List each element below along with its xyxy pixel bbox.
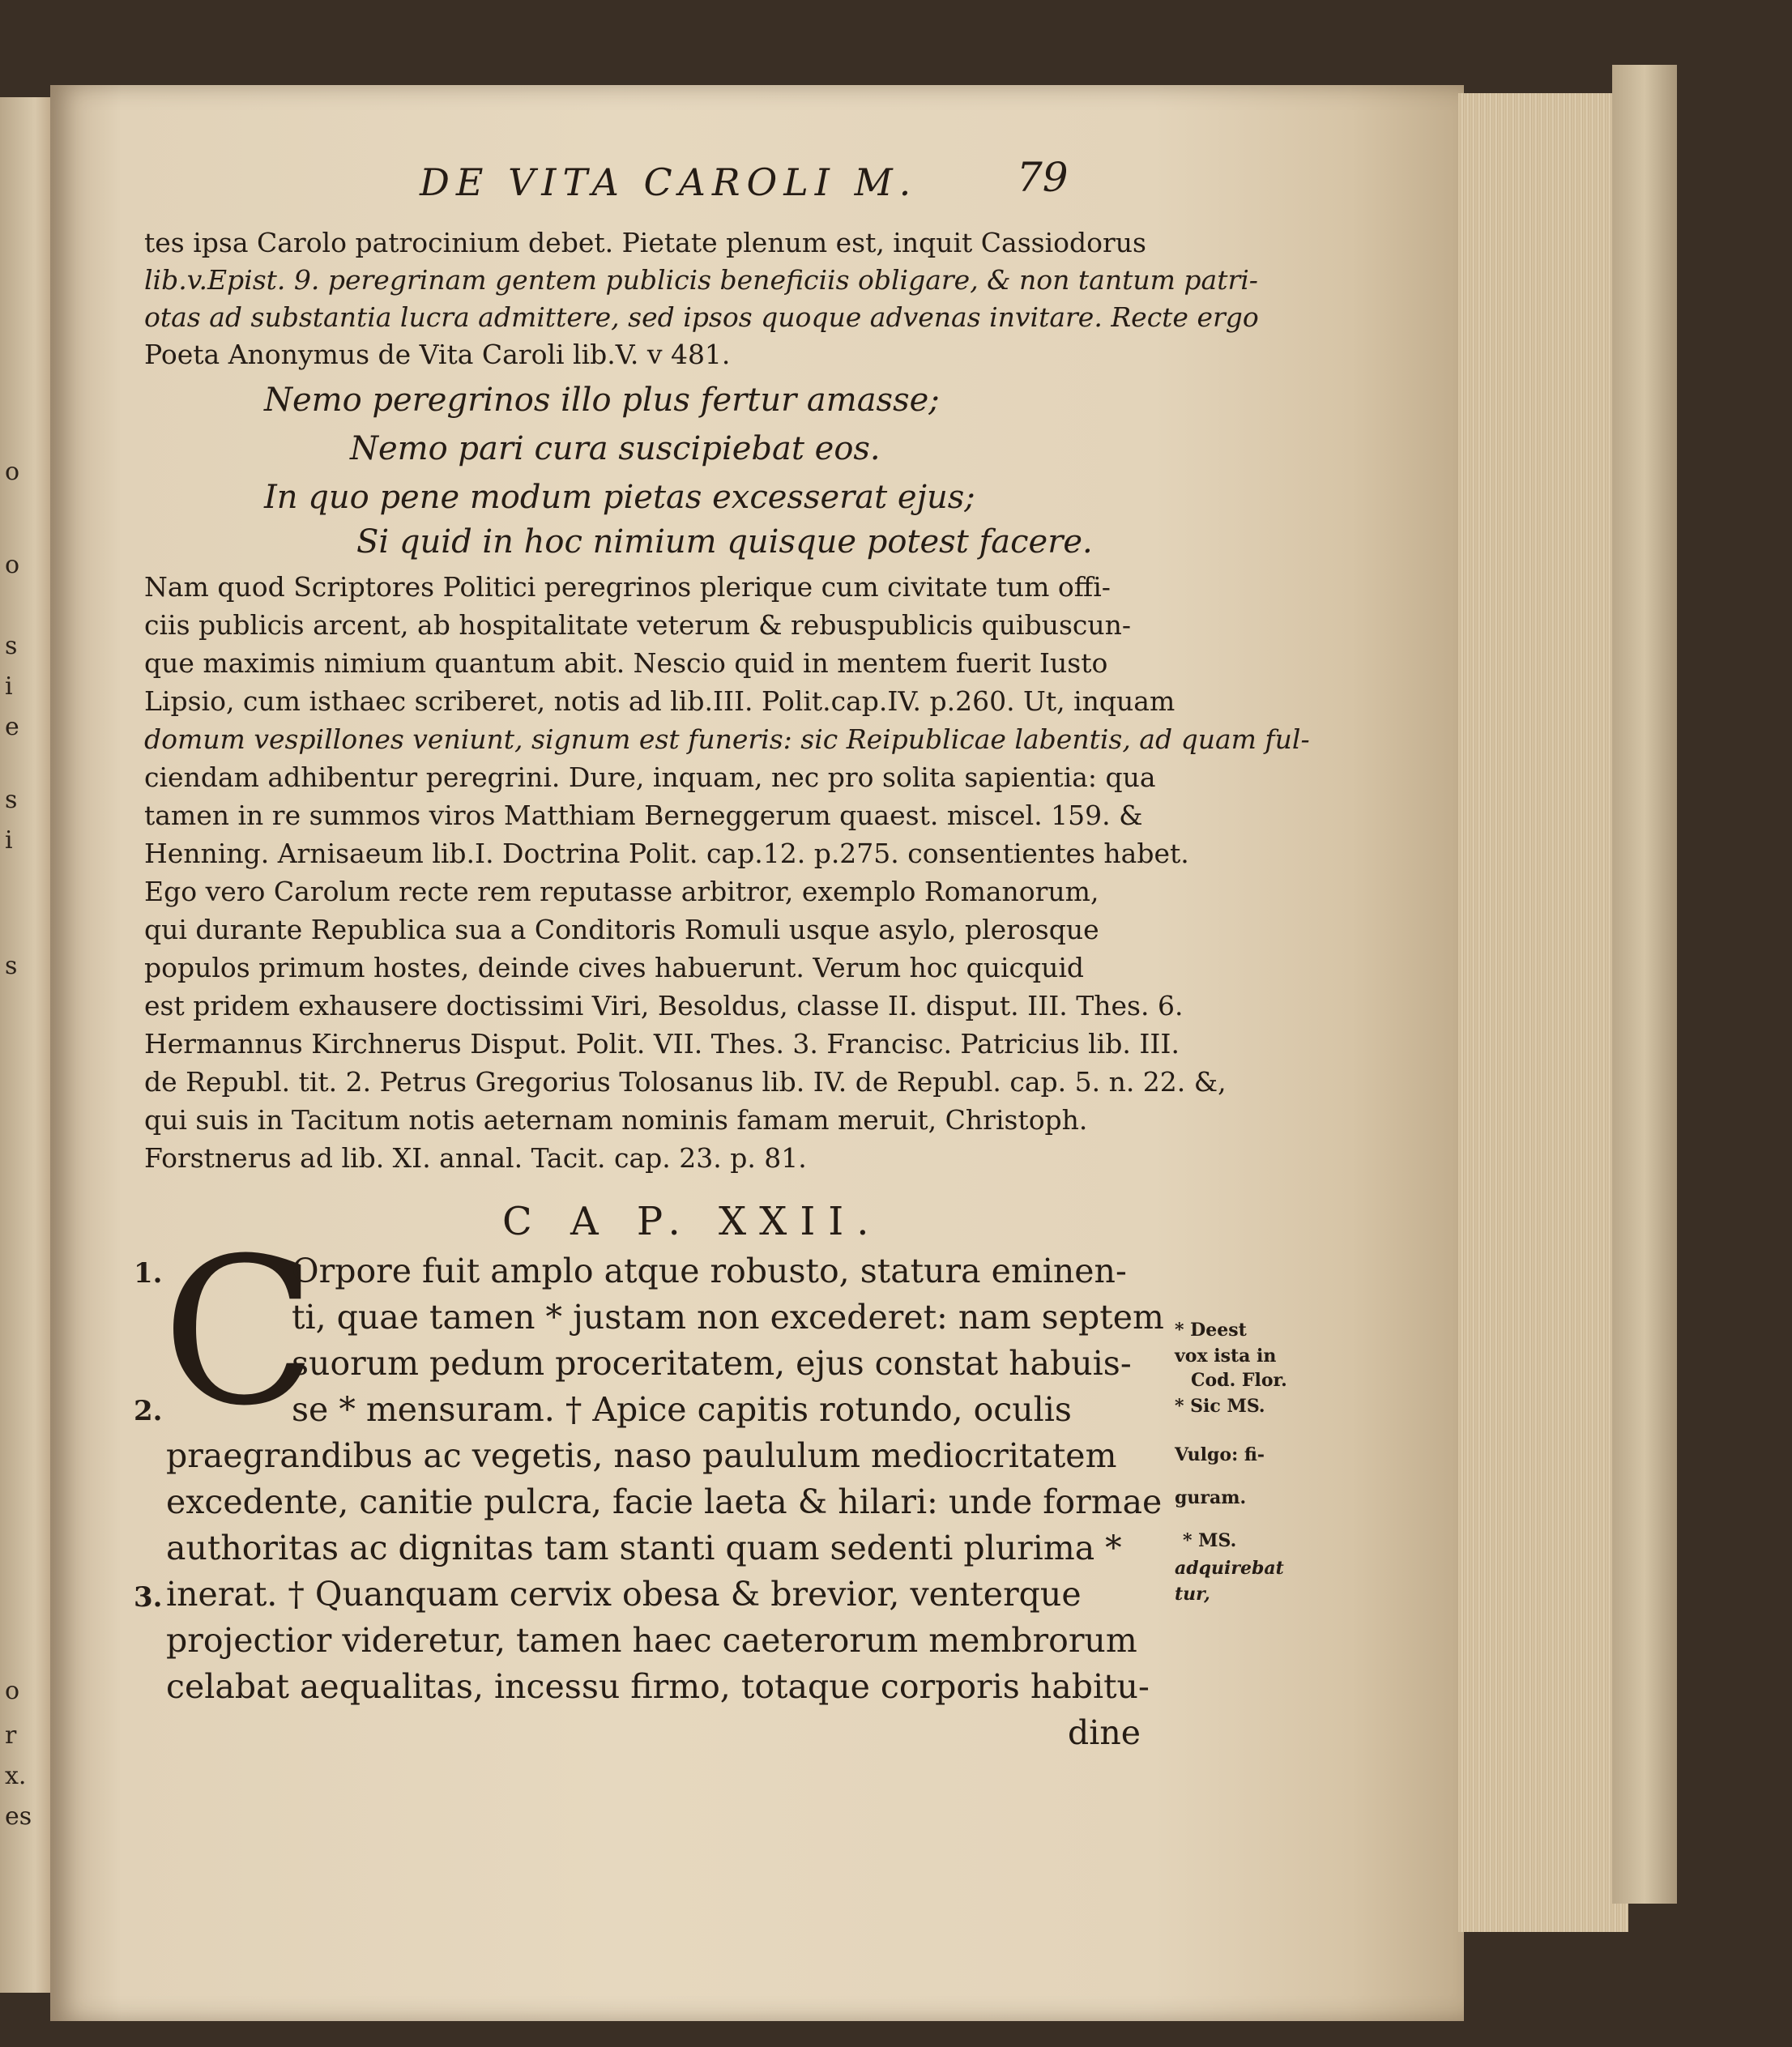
facing-page-fragment: i xyxy=(5,826,13,855)
folio-number: 79 xyxy=(1017,154,1069,201)
facing-page-fragment: es xyxy=(5,1802,32,1831)
facing-page-fragment: s xyxy=(5,952,18,980)
facing-page-fragment: e xyxy=(5,713,19,741)
chapter-line: Orpore fuit amplo atque robusto, statura eminen- xyxy=(292,1252,1127,1290)
body-line: Poeta Anonymus de Vita Caroli lib.V. v 481. xyxy=(144,339,731,370)
facing-page-fragment: o xyxy=(5,551,20,579)
margin-note: vox ista in xyxy=(1175,1345,1277,1367)
chapter-line: ti, quae tamen * justam non excederet: nam septem xyxy=(292,1298,1164,1337)
margin-note: Cod. Flor. xyxy=(1191,1370,1287,1391)
body-line: lib.v.Epist. 9. peregrinam gentem publicis beneficiis obligare, & non tantum patri- xyxy=(144,264,1258,296)
prose-line: de Republ. tit. 2. Petrus Gregorius Tolosanus lib. IV. de Republ. cap. 5. n. 22. &, xyxy=(144,1066,1227,1098)
margin-note: Vulgo: fi- xyxy=(1175,1444,1265,1465)
chapter-line: se * mensuram. † Apice capitis rotundo, oculis xyxy=(292,1390,1072,1429)
chapter-line: authoritas ac dignitas tam stanti quam sedenti plurima * xyxy=(166,1529,1122,1567)
facing-page-edge xyxy=(0,97,50,1993)
body-line: tes ipsa Carolo patrocinium debet. Pietate plenum est, inquit Cassiodorus xyxy=(144,227,1146,258)
catchword: dine xyxy=(1068,1713,1141,1752)
facing-page-fragment: s xyxy=(5,786,18,814)
prose-line: domum vespillones veniunt, signum est funeris: sic Reipublicae labentis, ad quam ful- xyxy=(144,723,1310,755)
prose-line: Nam quod Scriptores Politici peregrinos plerique cum civitate tum offi- xyxy=(144,571,1111,603)
margin-note: * Sic MS. xyxy=(1175,1396,1265,1417)
facing-page-fragment: r xyxy=(5,1721,17,1750)
chapter-line: praegrandibus ac vegetis, naso paululum mediocritatem xyxy=(166,1436,1117,1475)
prose-line: que maximis nimium quantum abit. Nescio quid in mentem fuerit Iusto xyxy=(144,647,1108,679)
verse-line: Nemo peregrinos illo plus fertur amasse; xyxy=(264,382,940,419)
chapter-line: excedente, canitie pulcra, facie laeta & hilari: unde formae xyxy=(166,1482,1163,1521)
book-cover-board xyxy=(1612,65,1677,1904)
margin-note: * Deest xyxy=(1175,1320,1247,1341)
line-number: 3. xyxy=(134,1581,163,1614)
prose-line: Forstnerus ad lib. XI. annal. Tacit. cap. 23. p. 81. xyxy=(144,1142,807,1174)
drop-cap: C xyxy=(162,1214,318,1450)
running-head: DE VITA CAROLI M. xyxy=(420,160,918,204)
chapter-line: inerat. † Quanquam cervix obesa & brevior, venterque xyxy=(166,1575,1082,1614)
prose-line: qui durante Republica sua a Conditoris Romuli usque asylo, plerosque xyxy=(144,914,1099,945)
facing-page-fragment: o xyxy=(5,458,20,486)
chapter-heading: C A P. XXII. xyxy=(502,1199,882,1244)
prose-line: Hermannus Kirchnerus Disput. Polit. VII. Thes. 3. Francisc. Patricius lib. III. xyxy=(144,1028,1180,1060)
chapter-line: suorum pedum proceritatem, ejus constat habuis- xyxy=(292,1344,1132,1383)
verse-line: Nemo pari cura suscipiebat eos. xyxy=(350,430,881,467)
margin-note: tur, xyxy=(1175,1584,1210,1605)
margin-note: * MS. xyxy=(1183,1530,1237,1551)
facing-page-fragment: s xyxy=(5,632,18,660)
prose-line: est pridem exhausere doctissimi Viri, Besoldus, classe II. disput. III. Thes. 6. xyxy=(144,990,1184,1021)
facing-page-fragment: x. xyxy=(5,1762,27,1790)
facing-page-fragment: o xyxy=(5,1677,20,1705)
prose-line: tamen in re summos viros Matthiam Berneggerum quaest. miscel. 159. & xyxy=(144,800,1143,831)
prose-line: ciendam adhibentur peregrini. Dure, inquam, nec pro solita sapientia: qua xyxy=(144,761,1156,793)
chapter-line: celabat aequalitas, incessu firmo, totaque corporis habitu- xyxy=(166,1667,1150,1706)
prose-line: qui suis in Tacitum notis aeternam nominis famam meruit, Christoph. xyxy=(144,1104,1088,1136)
page-edges xyxy=(1458,93,1628,1932)
line-number: 2. xyxy=(134,1395,163,1427)
verse-line: In quo pene modum pietas excesserat ejus; xyxy=(264,479,975,516)
line-number: 1. xyxy=(134,1257,163,1290)
verse-line: Si quid in hoc nimium quisque potest facere. xyxy=(356,523,1093,561)
prose-line: Ego vero Carolum recte rem reputasse arbitror, exemplo Romanorum, xyxy=(144,876,1099,907)
margin-note: adquirebat xyxy=(1175,1558,1284,1579)
prose-line: ciis publicis arcent, ab hospitalitate veterum & rebuspublicis quibuscun- xyxy=(144,609,1132,641)
facing-page-fragment: i xyxy=(5,672,13,701)
prose-line: Henning. Arnisaeum lib.I. Doctrina Polit. cap.12. p.275. consentientes habet. xyxy=(144,838,1189,869)
prose-line: Lipsio, cum isthaec scriberet, notis ad lib.III. Polit.cap.IV. p.260. Ut, inquam xyxy=(144,685,1175,717)
prose-line: populos primum hostes, deinde cives habuerunt. Verum hoc quicquid xyxy=(144,952,1085,983)
margin-note: guram. xyxy=(1175,1487,1247,1508)
body-line: otas ad substantia lucra admittere, sed ipsos quoque advenas invitare. Recte ergo xyxy=(144,301,1259,333)
chapter-line: projectior videretur, tamen haec caeterorum membrorum xyxy=(166,1621,1137,1660)
